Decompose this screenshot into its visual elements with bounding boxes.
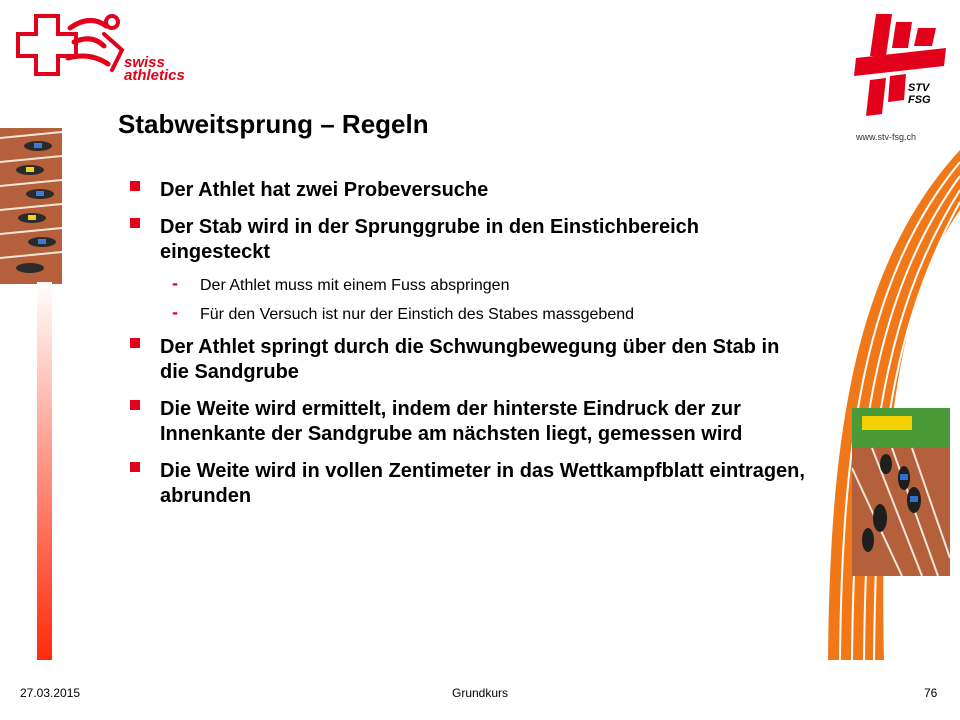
track-lanes-decoration <box>810 150 960 660</box>
bullet-text: Der Athlet hat zwei Probeversuche <box>160 179 489 201</box>
page-number: 76 <box>924 686 938 700</box>
bullet-item <box>128 178 808 203</box>
sub-bullet-text: Der Athlet muss mit einem Fuss abspringen <box>200 277 510 294</box>
bullet-item <box>128 459 808 509</box>
bullet-marker <box>130 400 140 410</box>
sub-bullet-item <box>128 275 808 296</box>
dash-marker: - <box>172 302 178 322</box>
footer-date: 27.03.2015 <box>20 686 81 700</box>
bullet-text: Die Weite wird ermittelt, indem der hinterste Eindruck der zur Innenkante der Sandgrube am nächsten liegt, gemessen wird <box>160 398 743 445</box>
bullet-marker <box>130 462 140 472</box>
bullet-marker <box>130 218 140 228</box>
sub-bullet-text: Für den Versuch ist nur der Einstich des Stabes massgebend <box>200 306 635 323</box>
bullet-item <box>128 215 808 265</box>
sprinters-start-photo <box>0 128 62 284</box>
sprint-race-photo <box>852 408 950 576</box>
footer-title: Grundkurs <box>451 686 509 700</box>
stv-fsg-logo <box>852 8 952 148</box>
decorative-red-bar <box>37 282 52 660</box>
sub-bullet-item <box>128 304 808 325</box>
bullet-list <box>128 178 808 521</box>
bullet-marker <box>130 338 140 348</box>
stv-url: www.stv-fsg.ch <box>856 132 917 142</box>
swiss-athletics-logo <box>8 8 188 88</box>
dash-marker: - <box>172 273 178 293</box>
swiss-athletics-wordmark: swiss athletics <box>124 54 185 84</box>
bullet-text: Der Stab wird in der Sprunggrube in den Einstichbereich eingesteckt <box>160 216 699 263</box>
slide-title: Stabweitsprung – Regeln <box>118 109 429 139</box>
bullet-item <box>128 397 808 447</box>
stv-fsg-text: STV FSG <box>908 82 931 106</box>
bullet-item <box>128 335 808 385</box>
bullet-text: Die Weite wird in vollen Zentimeter in das Wettkampfblatt eintragen, abrunden <box>160 460 805 507</box>
bullet-text: Der Athlet springt durch die Schwungbewegung über den Stab in die Sandgrube <box>160 336 780 383</box>
bullet-marker <box>130 181 140 191</box>
